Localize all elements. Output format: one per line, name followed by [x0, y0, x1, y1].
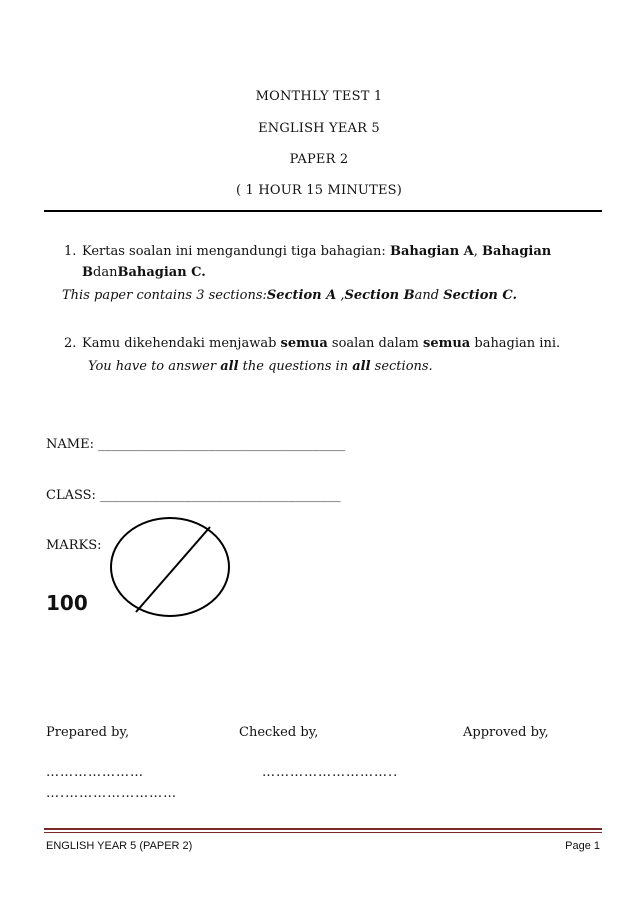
instruction-2-number: 2.: [64, 336, 77, 351]
all-1: all: [220, 359, 239, 374]
instruction-2-text-a: Kamu dikehendaki menjawab: [82, 336, 281, 351]
footer-divider-thick: [44, 828, 602, 830]
subject-title: ENGLISH YEAR 5: [258, 121, 380, 136]
semua-1: semua: [280, 336, 328, 351]
footer-paper-label: ENGLISH YEAR 5 (PAPER 2): [46, 840, 193, 852]
approved-signature-line[interactable]: ….……………………: [46, 786, 178, 801]
footer-divider-thin: [44, 832, 602, 833]
approved-by-label: Approved by,: [463, 725, 549, 740]
marks-label: MARKS:: [46, 538, 102, 553]
prepared-signature-line[interactable]: …………………: [46, 765, 144, 780]
en-and: and: [414, 288, 444, 303]
semua-2: semua: [423, 336, 471, 351]
instruction-1-en-text: This paper contains 3 sections:: [62, 288, 267, 303]
header-divider: [44, 210, 602, 212]
instruction-2-text-c: bahagian ini.: [470, 336, 561, 351]
en-separator: ,: [336, 288, 345, 303]
duration-title: ( 1 HOUR 15 MINUTES): [235, 183, 403, 198]
instruction-1-text: Kertas soalan ini mengandungi tiga bahagian:: [82, 244, 390, 259]
instruction-2-text-b: soalan dalam: [327, 336, 423, 351]
section-b-label: Bahagian: [482, 244, 552, 259]
marks-circle-outline: [111, 518, 229, 616]
instruction-2-en-c: the questions in: [238, 359, 353, 374]
en-section-c: Section C.: [443, 288, 517, 303]
test-title: MONTHLY TEST 1: [255, 89, 383, 104]
all-2: all: [352, 359, 371, 374]
section-c-label: Bahagian C.: [117, 265, 206, 280]
instruction-1-malay: [82, 241, 582, 262]
section-a-label: Bahagian A: [389, 244, 474, 259]
instruction-2-en-e: sections.: [370, 359, 433, 374]
marks-circle: [108, 515, 232, 619]
instruction-1-english: [62, 285, 517, 306]
paper-title: PAPER 2: [289, 152, 349, 167]
page-number: Page 1: [565, 840, 600, 852]
en-section-a: Section A: [266, 288, 337, 303]
instruction-1-malay-line2: [82, 262, 206, 283]
name-field[interactable]: NAME: ______________________________________: [46, 437, 346, 452]
dan-text: dan: [93, 265, 118, 280]
class-field[interactable]: CLASS: _____________________________________: [46, 488, 341, 503]
instruction-2-malay: [82, 333, 582, 354]
section-b-letter: B: [82, 265, 93, 280]
marks-slash: [136, 527, 210, 612]
instruction-1-number: 1.: [64, 244, 77, 259]
prepared-by-label: Prepared by,: [46, 725, 130, 740]
checked-signature-line[interactable]: ………………………..: [262, 765, 399, 780]
checked-by-label: Checked by,: [239, 725, 319, 740]
en-section-b: Section B: [344, 288, 415, 303]
instruction-2-en-a: You have to answer: [88, 359, 221, 374]
instruction-2-english: [88, 356, 433, 377]
total-marks: 100: [46, 591, 88, 615]
separator: ,: [473, 244, 483, 259]
